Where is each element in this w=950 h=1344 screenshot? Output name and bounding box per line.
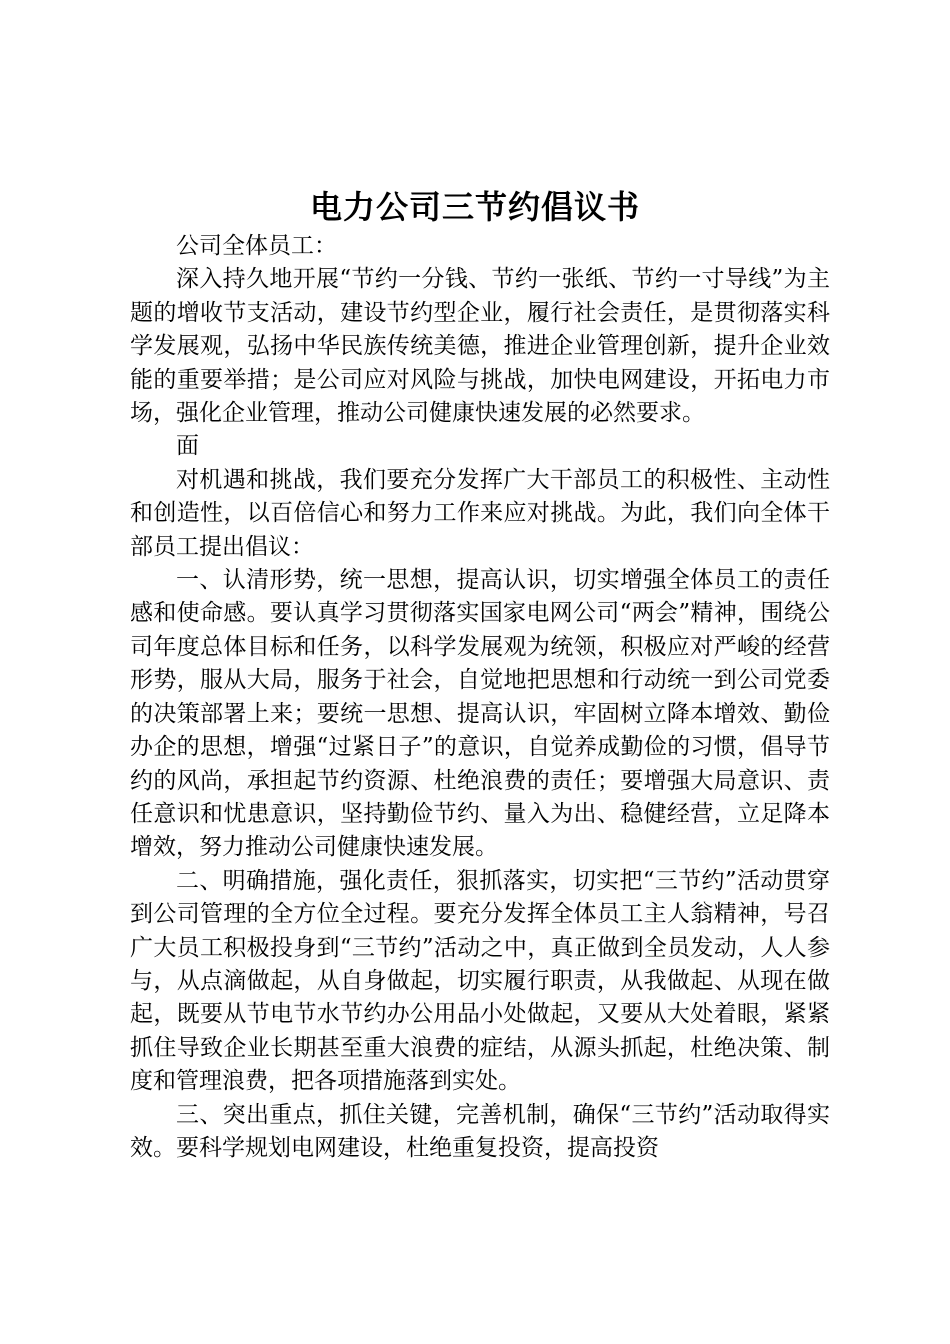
paragraph-intro: 深入持久地开展“节约一分钱、节约一张纸、节约一寸导线”为主题的增收节支活动，建设节约型企业，履行社会责任，是贯彻落实科学发展观，弘扬中华民族传统美德，推进企业管理创新，提升企业效能的重要举措；是公司应对风险与挑战，加快电网建设，开拓电力市场，强化企业管理，推动公司健康快速发展的必然要求。 [130, 266, 830, 427]
paragraph-challenge: 对机遇和挑战，我们要充分发挥广大干部员工的积极性、主动性和创造性，以百倍信心和努力工作来应对挑战。为此，我们向全体干部员工提出倡议： [130, 466, 830, 560]
document-title: 电力公司三节约倡议书 [309, 188, 640, 226]
paragraph-point-one: 一、认清形势，统一思想，提高认识，切实增强全体员工的责任感和使命感。要认真学习贯彻落实国家电网公司“两会”精神，围绕公司年度总体目标和任务，以科学发展观为统领，积极应对严峻的经营形势，服从大局，服务于社会，自觉地把思想和行动统一到公司党委的决策部署上来；要统一思想、提高认识，牢固树立降本增效、勤俭办企的思想，增强“过紧日子”的意识，自觉养成勤俭的习惯，倡导节约的风尚，承担起节约资源、杜绝浪费的责任；要增强大局意识、责任意识和忧患意识，坚持勤俭节约、量入为出、稳健经营，立足降本增效，努力推动公司健康快速发展。 [130, 567, 830, 861]
salutation: 公司全体员工： [176, 233, 337, 259]
paragraph-point-two: 二、明确措施，强化责任，狠抓落实，切实把“三节约”活动贯穿到公司管理的全方位全过程。要充分发挥全体员工主人翁精神，号召广大员工积极投身到“三节约”活动之中，真正做到全员发动，人人参与，从点滴做起，从自身做起，切实履行职责，从我做起、从现在做起，既要从节电节水节约办公用品小处做起，又要从大处着眼，紧紧抓住导致企业长期甚至重大浪费的症结，从源头抓起，杜绝决策、制度和管理浪费，把各项措施落到实处。 [130, 867, 830, 1095]
paragraph-fragment: 面 [176, 433, 199, 460]
document-body [130, 230, 830, 1165]
paragraph-point-three: 三、突出重点，抓住关键，完善机制，确保“三节约”活动取得实效。要科学规划电网建设，杜绝重复投资，提高投资 [130, 1101, 830, 1161]
